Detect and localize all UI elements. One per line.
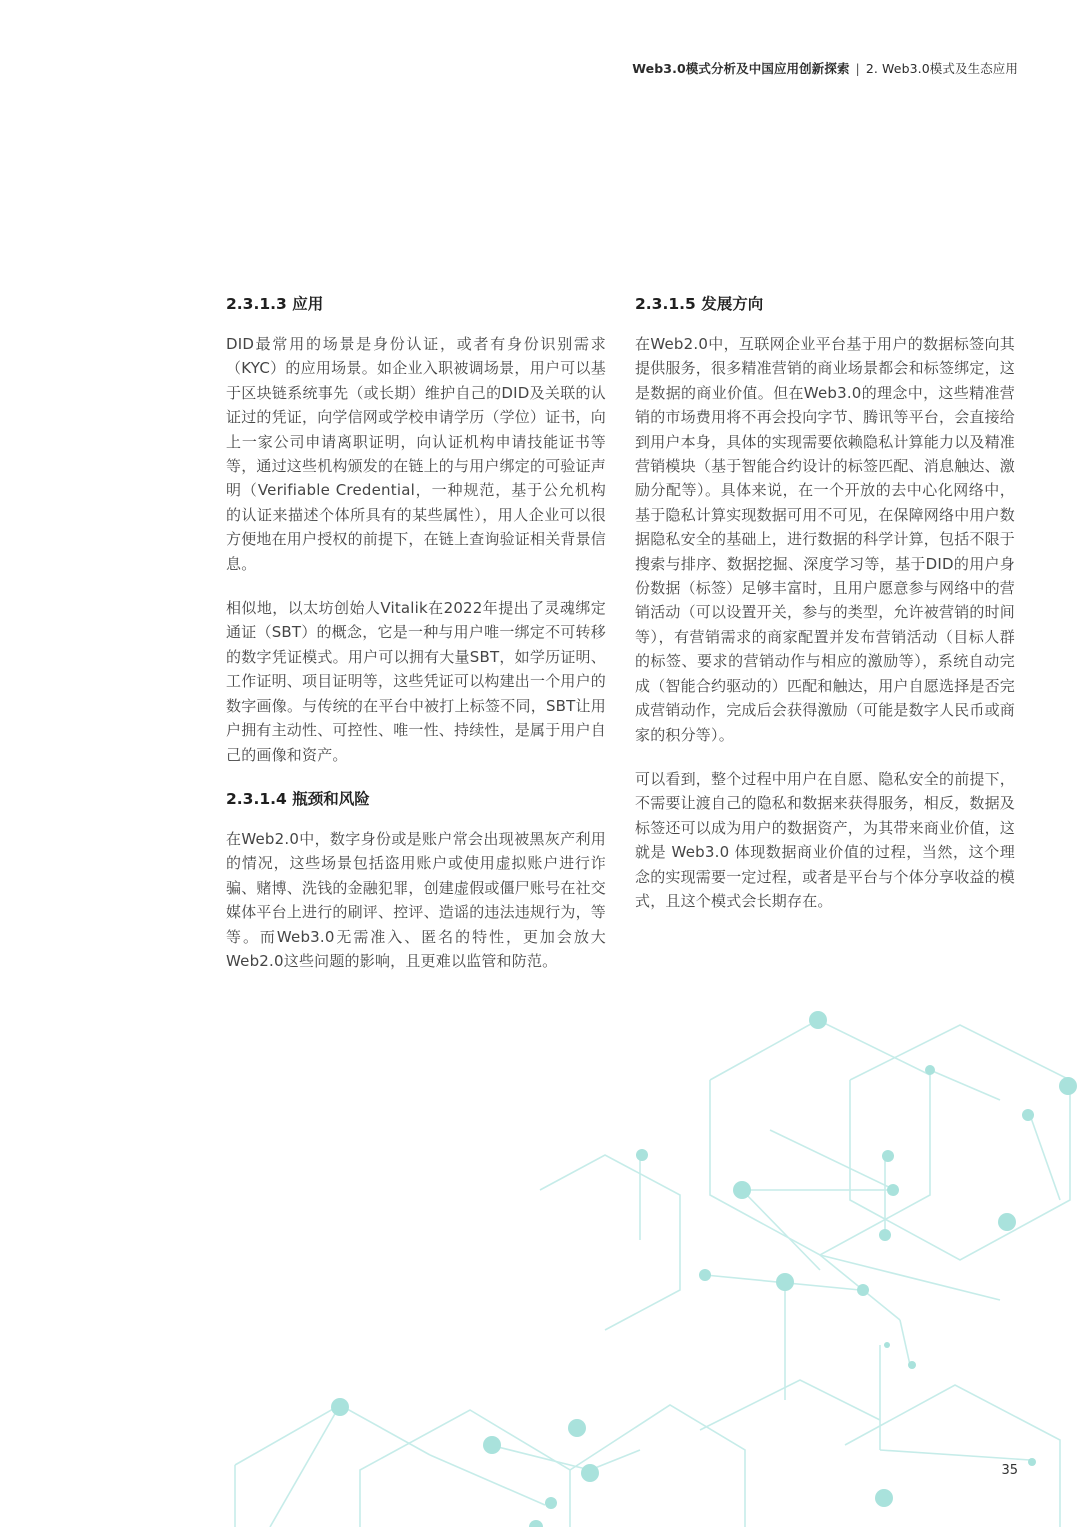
section-heading-application: 2.3.1.3 应用 bbox=[226, 295, 324, 313]
right-column bbox=[635, 292, 1015, 913]
chapter-title: 2. Web3.0模式及生态应用 bbox=[865, 61, 1018, 76]
page-number: 35 bbox=[1001, 1463, 1018, 1478]
left-column bbox=[226, 292, 606, 973]
paragraph-risks: 在Web2.0中，数字身份或是账户常会出现被黑灰产利用的情况，这些场景包括盗用账户或使用虚拟账户进行诈骗、赌博、洗钱的金融犯罪，创建虚假或僵尸账号在社交媒体平台上进行的刷评、控评、造谣的违法违规行为，等等。而Web3.0无需准入、匿名的特性，更加会放大Web2.0这些问题的影响，且更难以监管和防范。 bbox=[226, 829, 607, 970]
paragraph-precision-marketing: 在Web2.0中，互联网企业平台基于用户的数据标签向其提供服务，很多精准营销的商业场景都会和标签绑定，这是数据的商业价值。但在Web3.0的理念中，这些精准营销的市场费用将不再会投向字节、腾讯等平台，会直接给到用户本身，具体的实现需要依赖隐私计算能力以及精准营销模块（基于智能合约设计的标签匹配、消息触达、激励分配等）。具体来说，在一个开放的去中心化网络中，基于隐私计算实现数据可用不可见，在保障网络中用户数据隐私安全的基础上，进行数据的科学计算，包括不限于搜索与排序、数据挖掘、深度学习等，基于DID的用户身份数据（标签）足够丰富时，且用户愿意参与网络中的营销活动（可以设置开关，参与的类型，允许被营销的时间等），有营销需求的商家配置并发布营销活动（目标人群的标签、要求的营销动作与相应的激励等），系统自动完成（智能合约驱动的）匹配和触达，用户自愿选择是否完成营销动作，完成后会获得激励（可能是数字人民币或商家的积分等）。 bbox=[635, 335, 1016, 744]
header-separator: | bbox=[855, 61, 860, 76]
page-header bbox=[632, 59, 1018, 77]
paragraph-sbt: 相似地，以太坊创始人Vitalik在2022年提出了灵魂绑定通证（SBT）的概念，它是一种与用户唯一绑定不可转移的数字凭证模式。用户可以拥有大量SBT，如学历证明、工作证明、项目证明等，这些凭证可以构建出一个用户的数字画像。与传统的在平台中被打上标签不同，SBT让用户拥有主动性、可控性、唯一性、持续性，是属于用户自己的画像和资产。 bbox=[226, 599, 607, 764]
section-heading-development-direction: 2.3.1.5 发展方向 bbox=[635, 295, 764, 313]
section-heading-bottlenecks-risks: 2.3.1.4 瓶颈和风险 bbox=[226, 789, 370, 808]
report-title: Web3.0模式分析及中国应用创新探索 bbox=[632, 61, 850, 76]
paragraph-data-value: 可以看到，整个过程中用户在自愿、隐私安全的前提下，不需要让渡自己的隐私和数据来获得服务，相反，数据及标签还可以成为用户的数据资产，为其带来商业价值，这就是 Web3.0 体现数据商业价值的过程，当然，这个理念的实现需要一定过程，或者是平台与个体分享收益的模式，且这个模式会长期存在。 bbox=[635, 769, 1016, 910]
paragraph-did-use-cases: DID最常用的场景是身份认证，或者有身份识别需求（KYC）的应用场景。如企业入职被调场景，用户可以基于区块链系统事先（或长期）维护自己的DID及关联的认证过的凭证，向学信网或学校申请学历（学位）证书，向上一家公司申请离职证明，向认证机构申请技能证书等等，通过这些机构颁发的在链上的与用户绑定的可验证声明（Verifiable Credential，一种规范，基于公允机构的认证来描述个体所具有的某些属性），用人企业可以很方便地在用户授权的前提下，在链上查询验证相关背景信息。 bbox=[226, 335, 607, 573]
